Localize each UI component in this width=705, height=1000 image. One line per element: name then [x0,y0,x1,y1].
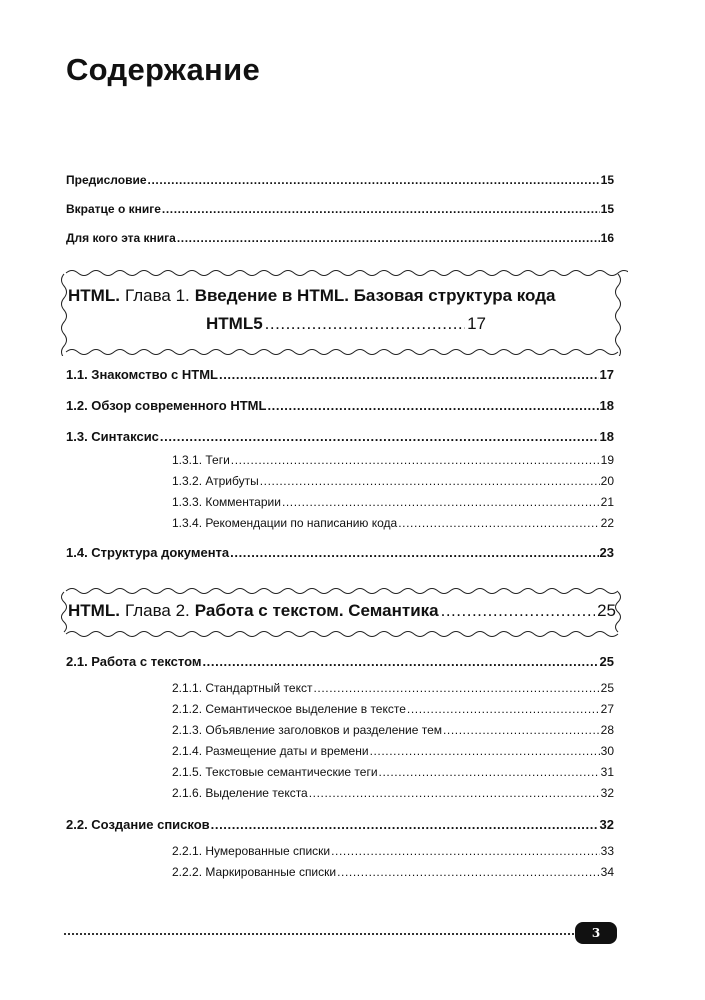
chapter-page: 25 [597,601,616,620]
toc-subsection-label: 1.3.4. Рекомендации по написанию кода [172,516,398,530]
toc-subsection-label: 2.1.2. Семантическое выделение в тексте [172,702,406,716]
toc-section-label: 1.3. Синтаксис [66,429,159,444]
toc-entry-page: 15 [600,173,614,187]
dot-leader [331,844,600,858]
toc-entry-audience[interactable] [66,231,614,245]
toc-section[interactable] [66,398,614,413]
toc-section-page: 23 [599,545,614,560]
toc-section[interactable] [66,654,614,669]
toc-subsection[interactable] [172,765,614,779]
dot-leader [407,702,600,716]
chapter-1-heading-line2 [206,314,486,334]
toc-subsection-page: 30 [600,744,614,758]
toc-subsection-label: 2.1.3. Объявление заголовков и разделение тем [172,723,442,737]
dot-leader [267,398,598,413]
dot-leader [231,453,600,467]
chapter-number: Глава 1. [124,286,190,305]
dot-leader [443,723,600,737]
toc-subsection-label: 2.1.4. Размещение даты и времени [172,744,369,758]
toc-subsection[interactable] [172,702,614,716]
chapter-2-box[interactable] [60,586,628,638]
toc-section-page: 18 [599,398,614,413]
toc-section-label: 2.1. Работа с текстом [66,654,202,669]
toc-section-label: 1.2. Обзор современного HTML [66,398,267,413]
toc-section-page: 17 [599,367,614,382]
toc-subsection[interactable] [172,723,614,737]
dot-leader [282,495,600,509]
chapter-prefix: HTML. [68,286,120,305]
chapter-1-heading [68,286,555,306]
toc-subsection-page: 32 [600,786,614,800]
toc-section-label: 1.4. Структура документа [66,545,230,560]
toc-subsection-page: 22 [600,516,614,530]
toc-entry-label: Вкратце о книге [66,202,161,216]
dot-leader [260,474,600,488]
wavy-frame-icon [60,268,628,356]
dot-leader [162,202,600,216]
chapter-number: Глава 2. [124,601,190,620]
dot-leader [160,429,599,444]
toc-subsection-label: 1.3.2. Атрибуты [172,474,259,488]
dot-leader [398,516,599,530]
toc-section[interactable] [66,817,614,832]
toc-subsection[interactable] [172,453,614,467]
toc-subsection[interactable] [172,844,614,858]
toc-section-page: 18 [599,429,614,444]
dot-leader [265,314,465,334]
toc-entry-page: 15 [600,202,614,216]
toc-subsection-label: 2.1.1. Стандартный текст [172,681,313,695]
chapter-page: 17 [467,314,486,333]
toc-section[interactable] [66,367,614,382]
dot-leader [219,367,599,382]
toc-subsection-label: 2.2.2. Маркированные списки [172,865,337,879]
toc-subsection-label: 2.1.5. Текстовые семантические теги [172,765,378,779]
dot-leader [202,654,598,669]
toc-subsection[interactable] [172,495,614,509]
toc-subsection-page: 33 [600,844,614,858]
toc-entry-page: 16 [600,231,614,245]
page-number-badge [575,922,617,944]
toc-subsection[interactable] [172,786,614,800]
chapter-prefix: HTML. [68,601,120,620]
chapter-2-heading [68,601,616,621]
toc-section[interactable] [66,429,614,444]
toc-subsection[interactable] [172,516,614,530]
toc-subsection[interactable] [172,865,614,879]
dot-leader [370,744,600,758]
toc-subsection[interactable] [172,474,614,488]
toc-subsection[interactable] [172,744,614,758]
toc-subsection-label: 1.3.3. Комментарии [172,495,281,509]
dot-leader [148,173,600,187]
page-title: Содержание [66,52,260,87]
toc-subsection-page: 25 [600,681,614,695]
toc-subsection-page: 31 [600,765,614,779]
chapter-title: Введение в HTML. Базовая структура кода [194,286,556,305]
chapter-title-cont: HTML5 [206,314,263,333]
toc-subsection-page: 27 [600,702,614,716]
toc-section-page: 32 [599,817,614,832]
toc-section[interactable] [66,545,614,560]
toc-subsection-label: 1.3.1. Теги [172,453,230,467]
dot-leader [211,817,599,832]
toc-subsection-page: 20 [600,474,614,488]
toc-section-label: 1.1. Знакомство с HTML [66,367,218,382]
dot-leader [441,601,595,621]
dot-leader [379,765,600,779]
footer-dotted-rule [64,933,574,935]
dot-leader [337,865,600,879]
toc-entry-about-book[interactable] [66,202,614,216]
dot-leader [230,545,598,560]
toc-subsection-page: 28 [600,723,614,737]
chapter-title: Работа с текстом. Семантика [194,601,439,620]
toc-entry-label: Предисловие [66,173,147,187]
toc-subsection-label: 2.1.6. Выделение текста [172,786,308,800]
toc-subsection-page: 34 [600,865,614,879]
dot-leader [309,786,600,800]
page-number: 3 [591,926,601,940]
toc-subsection-page: 21 [600,495,614,509]
toc-section-page: 25 [599,654,614,669]
dot-leader [313,681,599,695]
toc-entry-preface[interactable] [66,173,614,187]
toc-subsection-label: 2.2.1. Нумерованные списки [172,844,331,858]
toc-section-label: 2.2. Создание списков [66,817,210,832]
toc-subsection[interactable] [172,681,614,695]
toc-entry-label: Для кого эта книга [66,231,176,245]
chapter-1-box[interactable] [60,268,628,356]
dot-leader [177,231,600,245]
toc-subsection-page: 19 [600,453,614,467]
